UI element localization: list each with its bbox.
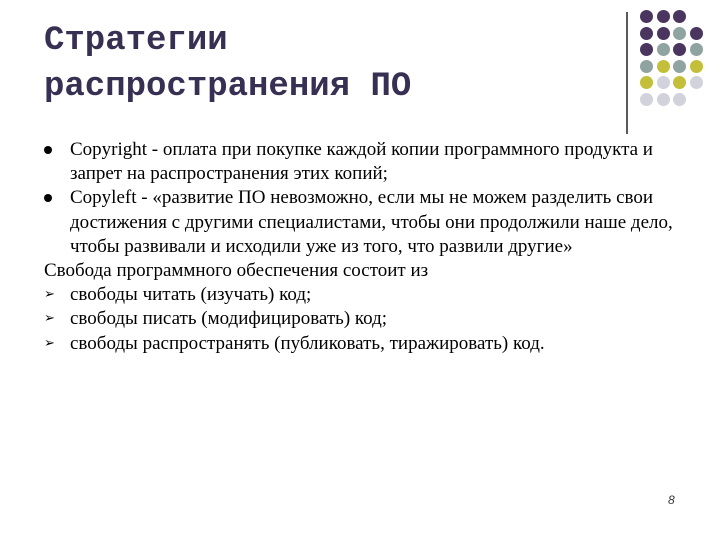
decorative-dot <box>673 60 686 73</box>
decorative-dot <box>690 76 703 89</box>
arrow-bullet-icon: ➢ <box>44 311 55 327</box>
bullet-copyleft <box>44 186 684 259</box>
freedom-item-text: свободы распространять (публиковать, тиражировать) код. <box>70 332 545 354</box>
freedom-intro: Свобода программного обеспечения состоит из <box>44 260 429 282</box>
decorative-dot <box>657 93 670 106</box>
decorative-dot <box>640 76 653 89</box>
decorative-dot <box>657 10 670 23</box>
decorative-dot <box>640 93 653 106</box>
title-line-1: Стратегии <box>44 22 228 60</box>
decorative-dot <box>640 10 653 23</box>
decorative-dot <box>657 60 670 73</box>
vertical-divider <box>626 12 628 134</box>
decorative-dot <box>640 43 653 56</box>
decorative-dot <box>657 43 670 56</box>
slide-body <box>44 138 684 356</box>
decorative-dot <box>673 93 686 106</box>
arrow-bullet-icon: ➢ <box>44 335 55 351</box>
decorative-dot <box>657 76 670 89</box>
bullet-copyleft-text: Copyleft - «развитие ПО невозможно, если мы не можем разделить свои достижения с другими специалистами, чтобы они продолжили наше дело, чтобы развивали и исходили уже из того, что развили другие» <box>70 187 673 257</box>
decorative-dot <box>673 10 686 23</box>
title-line-2: распространения ПО <box>44 68 412 106</box>
decorative-dot <box>690 43 703 56</box>
decorative-dot <box>657 27 670 40</box>
freedom-item-text: свободы читать (изучать) код; <box>70 284 312 306</box>
bullet-copyright-text: Copyright - оплата при покупке каждой копии программного продукта и запрет на распространения этих копий; <box>70 139 653 185</box>
arrow-bullet-icon: ➢ <box>44 287 55 303</box>
freedom-item-write <box>44 307 684 331</box>
bullet-copyright <box>44 138 684 186</box>
decorative-dot <box>640 60 653 73</box>
decorative-dot <box>673 76 686 89</box>
slide-title <box>44 18 604 110</box>
freedom-item-text: свободы писать (модифицировать) код; <box>70 308 388 330</box>
freedom-item-distribute <box>44 332 684 356</box>
decorative-dot <box>690 60 703 73</box>
decorative-dot <box>640 27 653 40</box>
decorative-dot <box>673 27 686 40</box>
decorative-dot-grid <box>640 10 720 125</box>
decorative-dot <box>673 43 686 56</box>
freedom-item-read <box>44 283 684 307</box>
decorative-dot <box>690 27 703 40</box>
page-number: 8 <box>668 493 675 507</box>
